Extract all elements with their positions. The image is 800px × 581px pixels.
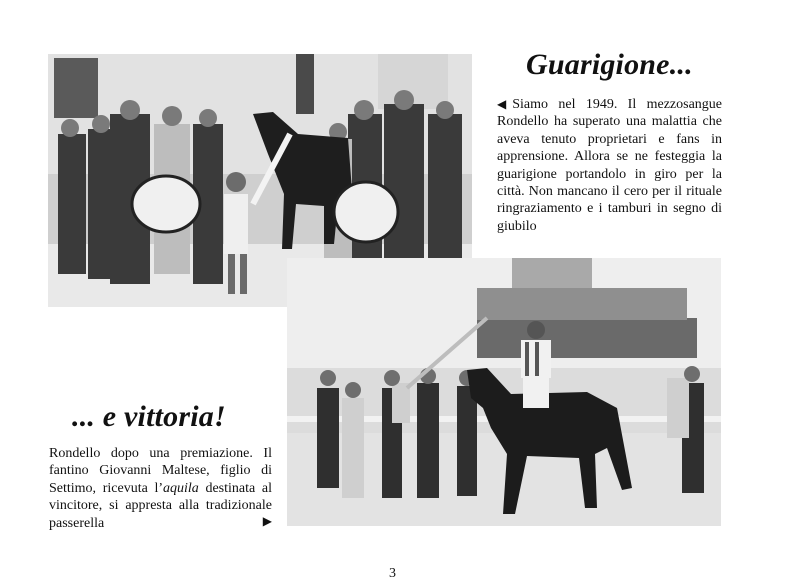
page-number: 3 [389, 566, 396, 581]
caption-vittoria-text [49, 445, 272, 532]
heading-guarigione: Guarigione... [526, 48, 693, 81]
caption-vittoria-part2: destinata al vincitore, si appresta alla tradizionale passerella [49, 480, 272, 531]
caption-guarigione [497, 96, 722, 235]
caption-vittoria-part1: Rondello dopo una premiazione. Il fantino Giovanni Maltese, figlio di Settimo, ricevuta l’ [49, 446, 272, 496]
photo-jockey-on-horse [287, 258, 721, 526]
caption-guarigione-text: Siamo nel 1949. Il mezzosangue Rondello ha superato una malattia che aveva tenuto proprietari e fans in apprensione. Allora se ne festeggia la guarigione portandolo in giro per la città. Non mancano il cero per il rituale ringraziamento e i tamburi in segno di giubilo [497, 97, 722, 234]
triangle-right-icon: ▶ [262, 513, 272, 528]
caption-vittoria-italic-word: aquila [163, 480, 199, 496]
heading-vittoria: ... e vittoria! [72, 400, 226, 433]
photo-jockey-graphic [287, 258, 721, 526]
caption-vittoria [49, 445, 272, 532]
triangle-left-icon: ◀ [497, 97, 507, 111]
